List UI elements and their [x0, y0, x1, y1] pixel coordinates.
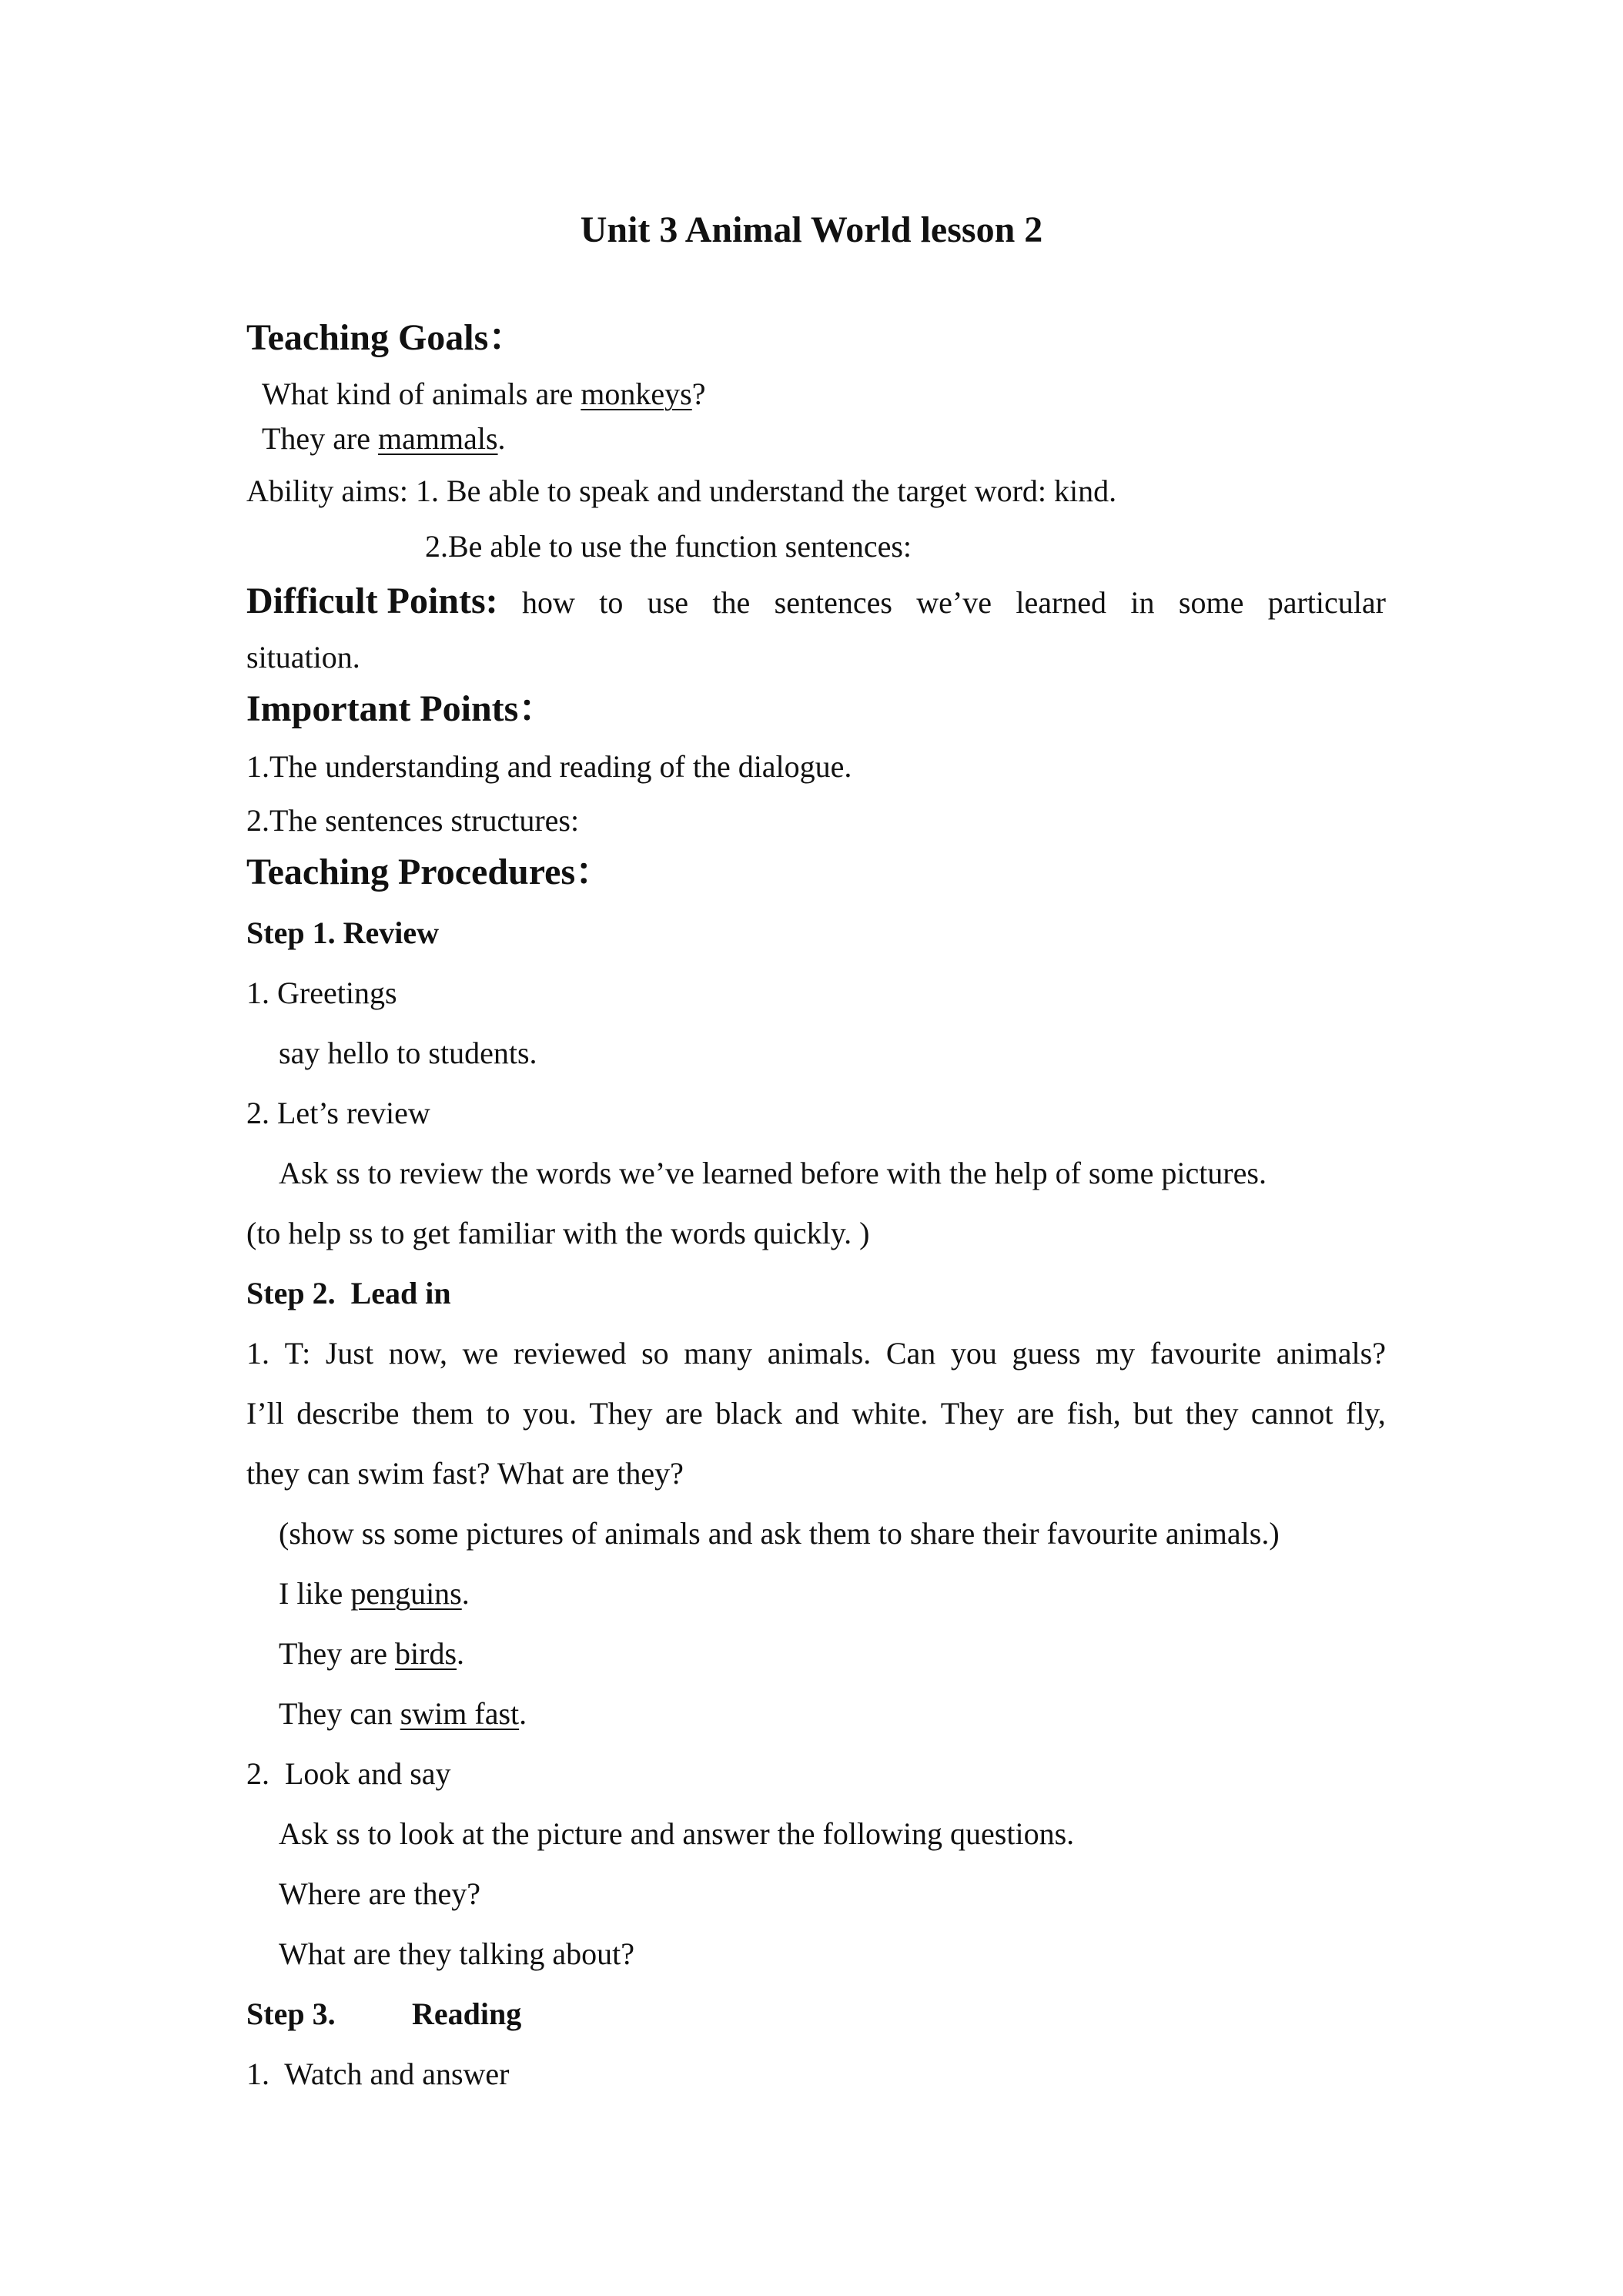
step-1-heading: Step 1. Review: [246, 915, 439, 950]
step-2-paragraph-line-2: [246, 1395, 1386, 1432]
word: sentences: [774, 585, 892, 620]
difficult-points-line: [246, 579, 1386, 624]
teaching-procedures-heading: Teaching Procedures：: [246, 852, 613, 892]
word: cannot: [1250, 1396, 1334, 1431]
word: favourite: [1149, 1336, 1262, 1371]
difficult-points-heading: Difficult Points:: [246, 581, 498, 621]
goal-line-1-underlined: monkeys: [581, 377, 692, 411]
word: are: [1016, 1396, 1055, 1431]
word: 1.: [246, 1336, 269, 1371]
important-point-1: 1.The understanding and reading of the dialogue.: [246, 749, 852, 784]
word: so: [641, 1336, 669, 1371]
word: use: [647, 585, 689, 620]
word: in: [1130, 585, 1155, 620]
word: reviewed: [513, 1336, 627, 1371]
step-3-label: Step 3.: [246, 1996, 336, 2031]
important-points-heading: Important Points：: [246, 688, 556, 729]
word: I’ll: [246, 1396, 284, 1431]
birds-sentence: [279, 1635, 464, 1672]
word: my: [1096, 1336, 1136, 1371]
word: the: [712, 585, 751, 620]
word: particular: [1267, 585, 1386, 620]
step-1-item-1: 1. Greetings: [246, 976, 397, 1010]
word: black: [715, 1396, 782, 1431]
like-sentence-underlined: penguins: [350, 1576, 462, 1611]
difficult-points-continuation: situation.: [246, 640, 360, 674]
step-2-heading: Step 2. Lead in: [246, 1276, 451, 1310]
goal-line-2-underlined: mammals: [378, 421, 498, 456]
word: you.: [522, 1396, 577, 1431]
word: how: [521, 585, 575, 620]
word: to: [599, 585, 624, 620]
word: They: [589, 1396, 653, 1431]
step-2-paragraph-line-3: they can swim fast? What are they?: [246, 1456, 684, 1491]
word: Can: [885, 1336, 936, 1371]
birds-sentence-text: They are: [279, 1636, 396, 1671]
question-2: What are they talking about?: [279, 1936, 635, 1971]
word: some: [1178, 585, 1244, 620]
word: describe: [296, 1396, 400, 1431]
word: animals.: [767, 1336, 872, 1371]
like-sentence-end: .: [461, 1576, 470, 1611]
swim-sentence-end: .: [519, 1696, 527, 1731]
goal-line-1: [262, 376, 706, 413]
teaching-goals-heading: Teaching Goals：: [246, 317, 526, 358]
step-2-paragraph-line-1: [246, 1335, 1386, 1372]
word: to: [486, 1396, 510, 1431]
word: and: [795, 1396, 840, 1431]
word: T:: [284, 1336, 311, 1371]
step-1-item-2-detail: Ask ss to review the words we’ve learned before with the help of some pictures.: [279, 1156, 1267, 1190]
step-1-item-2: 2. Let’s review: [246, 1096, 430, 1130]
like-sentence-text: I like: [279, 1576, 351, 1611]
swim-sentence-underlined: swim fast: [400, 1696, 520, 1731]
goal-line-2: [262, 420, 506, 457]
goal-line-2-text: They are: [262, 421, 379, 456]
word: Just: [325, 1336, 374, 1371]
step-2-note: (show ss some pictures of animals and ask them to share their favourite animals.): [279, 1516, 1280, 1551]
word: guess: [1012, 1336, 1081, 1371]
step-3-name: Reading: [412, 1996, 522, 2031]
goal-line-1-text: What kind of animals are: [262, 377, 581, 411]
important-point-2: 2.The sentences structures:: [246, 803, 580, 838]
document-title: Unit 3 Animal World lesson 2: [580, 209, 1043, 250]
birds-sentence-end: .: [457, 1636, 465, 1671]
word: we: [462, 1336, 499, 1371]
word: we’ve: [916, 585, 992, 620]
question-1: Where are they?: [279, 1876, 481, 1911]
word: you: [950, 1336, 997, 1371]
birds-sentence-underlined: birds: [395, 1636, 457, 1671]
goal-line-1-end: ?: [691, 377, 706, 411]
step-1-item-1-detail: say hello to students.: [279, 1036, 537, 1070]
swim-sentence: [279, 1695, 527, 1732]
step-1-item-2-note: (to help ss to get familiar with the words quickly. ): [246, 1216, 870, 1250]
word: are: [664, 1396, 703, 1431]
word: many: [684, 1336, 753, 1371]
word: but: [1133, 1396, 1173, 1431]
word: now,: [388, 1336, 447, 1371]
step-2-item-2-detail: Ask ss to look at the picture and answer the following questions.: [279, 1816, 1075, 1851]
word: learned: [1016, 585, 1107, 620]
step-2-item-2: 2. Look and say: [246, 1756, 451, 1791]
ability-aim-1: Ability aims: 1. Be able to speak and understand the target word: kind.: [246, 474, 1117, 508]
step-3-item-1: 1. Watch and answer: [246, 2057, 510, 2091]
word: white.: [852, 1396, 929, 1431]
word: them: [411, 1396, 474, 1431]
word: They: [940, 1396, 1004, 1431]
swim-sentence-text: They can: [279, 1696, 400, 1731]
word: they: [1185, 1396, 1239, 1431]
ability-aim-2: 2.Be able to use the function sentences:: [425, 529, 912, 564]
like-sentence: [279, 1575, 470, 1612]
goal-line-2-end: .: [497, 421, 506, 456]
word: animals?: [1276, 1336, 1386, 1371]
word: fish,: [1066, 1396, 1121, 1431]
word: fly,: [1345, 1396, 1386, 1431]
